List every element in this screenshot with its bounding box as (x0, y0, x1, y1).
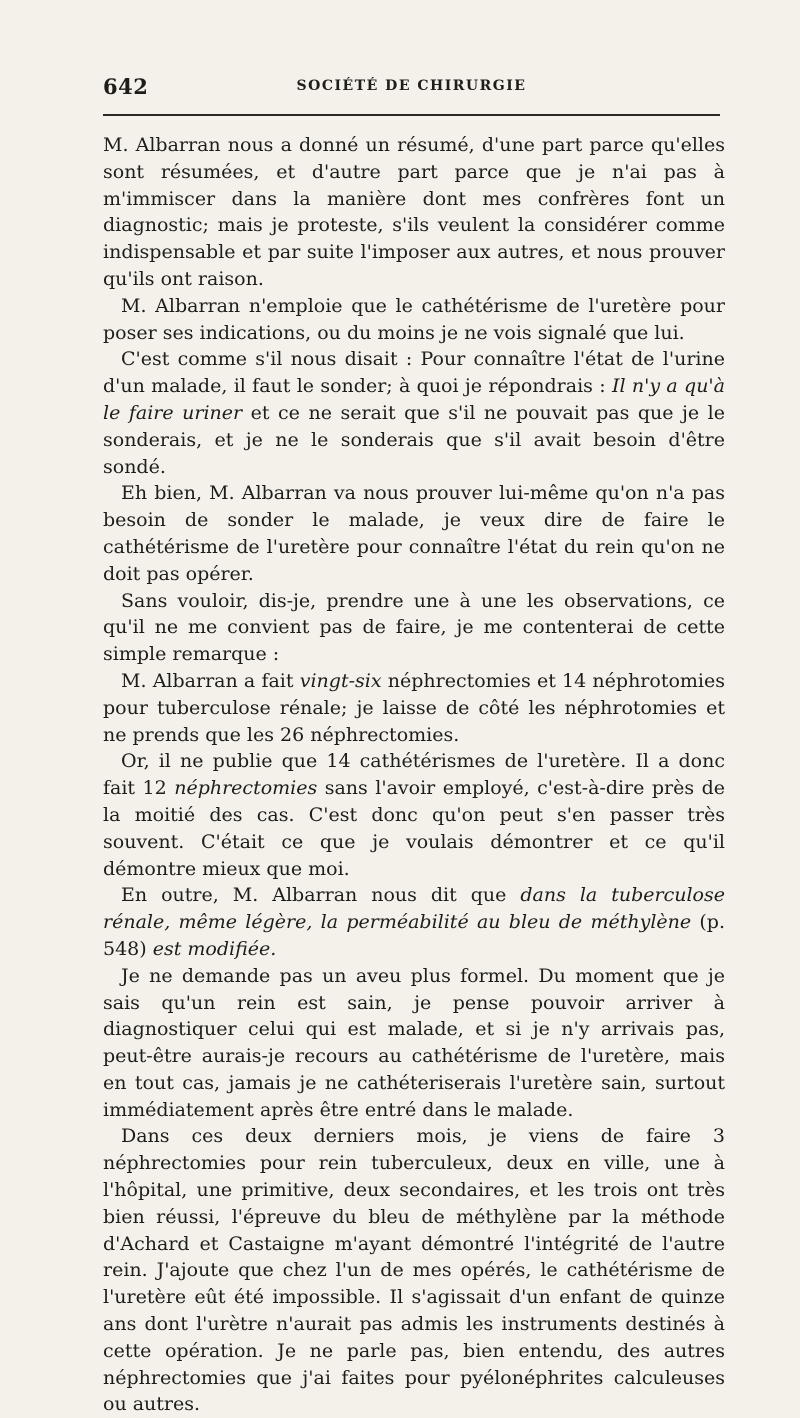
paragraph (103, 346, 725, 480)
text-run: M. Albarran nous a donné un résumé, d'une part parce qu'elles sont résumées, et d'autre part parce que je n'ai pas à m'immiscer dans la manière dont mes confrères font un diagnostic; mais je proteste, s'ils veulent la considérer comme indispensable et par suite l'imposer aux autres, et nous prouver qu'ils ont raison. (103, 134, 725, 290)
running-title: SOCIÉTÉ DE CHIRURGIE (296, 78, 527, 94)
text-run: Je ne demande pas un aveu plus formel. Du moment que je sais qu'un rein est sain, je pense pouvoir arriver à diagnostiquer celui qui est malade, et si je n'y arrivais pas, peut-être aurais-je recours au cathétérisme de l'uretère, mais en tout cas, jamais je ne cathéteriserais l'uretère sain, surtout immédiatement après être entré dans le malade. (103, 964, 725, 1121)
paragraph (103, 588, 725, 668)
text-run: Eh bien, M. Albarran va nous prouver lui-même qu'on n'a pas besoin de sonder le malade, je veux dire de faire le cathétérisme de l'uretère pour connaître l'état du rein qu'on ne doit pas opérer. (103, 482, 725, 585)
italic-text: néphrectomies (174, 777, 318, 800)
text-run: C'est comme s'il nous disait : Pour connaître l'état de l'urine d'un malade, il faut le sonder; à quoi je répondrais : (103, 348, 725, 398)
body-text (103, 132, 725, 1418)
paragraph (103, 293, 725, 347)
text-run: Dans ces deux derniers mois, je viens de faire 3 néphrectomies pour rein tuberculeux, deux en ville, une à l'hôpital, une primitive, deux secondaires, et les trois ont très bien réussi, l'épreuve du bleu de méthylène par la méthode d'Achard et Castaigne m'ayant démontré l'intégrité de l'autre rein. J'ajoute que chez l'un de mes opérés, le cathétérisme de l'uretère eût été impossible. Il s'agissait d'un enfant de quinze ans dont l'urètre n'aurait pas admis les instruments destinés à cette opération. Je ne parle pas, bien entendu, des autres néphrectomies que j'ai faites pour pyélonéphrites calculeuses ou autres. (103, 1125, 725, 1416)
paragraph (103, 480, 725, 587)
paragraph (103, 882, 725, 962)
text-run: Sans vouloir, dis-je, prendre une à une les observations, ce qu'il ne me convient pas de faire, je me contenterai de cette simple remarque : (103, 589, 725, 666)
italic-text: vingt-six (299, 669, 382, 692)
text-run: En outre, M. Albarran nous dit que (121, 884, 521, 907)
text-run: M. Albarran n'emploie que le cathétérisme de l'uretère pour poser ses indications, ou du moins je ne vois signalé que lui. (103, 294, 725, 344)
paragraph (103, 748, 725, 882)
italic-text: dans la tuberculose rénale, même légère, la perméabilité au bleu de méthylène (103, 884, 725, 934)
text-run: Or, il ne publie que 14 cathétérismes de l'uretère. Il a donc fait 12 (103, 750, 725, 800)
text-run: (p. 548) (103, 911, 726, 960)
header-rule (103, 114, 720, 116)
paragraph (103, 1123, 725, 1418)
page-number: 642 (103, 74, 149, 99)
italic-text: est modifiée. (152, 937, 277, 960)
paragraph (103, 132, 725, 293)
page-header (103, 72, 720, 102)
text-run: et ce ne serait que s'il ne pouvait pas que je le sonderais, et je ne le sonderais que s'il avait besoin d'être sondé. (103, 401, 726, 478)
paragraph (103, 963, 725, 1124)
text-run: néphrectomies et 14 néphrotomies pour tuberculose rénale; je laisse de côté les néphrotomies et ne prends que les 26 néphrectomies. (103, 669, 725, 746)
paragraph (103, 668, 725, 748)
italic-text: Il n'y a qu'à le faire uriner (103, 375, 725, 424)
text-run: M. Albarran a fait (121, 669, 300, 692)
text-run: sans l'avoir employé, c'est-à-dire près de la moitié des cas. C'est donc qu'on peut s'en passer très souvent. C'était ce que je voulais démontrer et ce qu'il démontre mieux que moi. (103, 777, 725, 880)
